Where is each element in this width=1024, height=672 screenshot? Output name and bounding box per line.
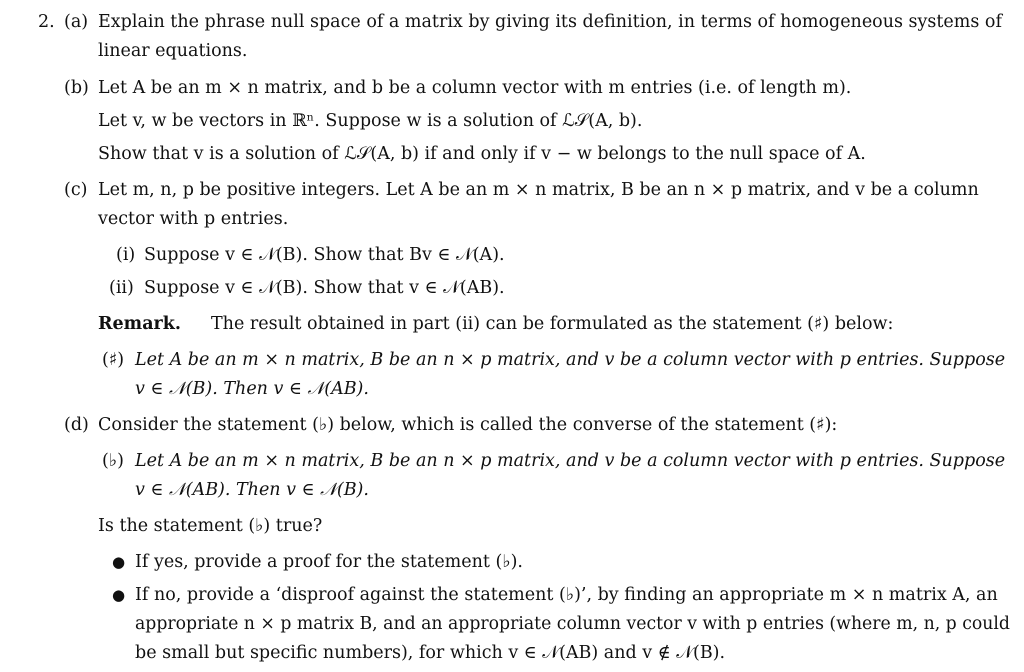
part-b-line-3: Show that v is a solution of ℒ𝒮(A, b) if and only if v − w belongs to the null space of A.: [98, 144, 866, 164]
part-b-line-1: Let A be an m × n matrix, and b be a column vector with m entries (i.e. of length m).: [98, 78, 852, 98]
bullet-2-line-2: appropriate n × p matrix B, and an appropriate column vector v with p entries (where m, n, p could: [135, 614, 1010, 634]
part-a-line-1: Explain the phrase null space of a matrix by giving its definition, in terms of homogeneous systems of: [98, 12, 1002, 32]
part-c-ii-text: Suppose v ∈ 𝒩(B). Show that v ∈ 𝒩(AB).: [144, 278, 505, 298]
part-c-i-label: (i): [116, 245, 136, 265]
part-b-line-2: Let v, w be vectors in ℝⁿ. Suppose w is a solution of ℒ𝒮(A, b).: [98, 111, 643, 131]
part-a-label: (a): [64, 12, 89, 32]
part-c-label: (c): [64, 180, 88, 200]
remark-label: Remark.: [98, 314, 181, 334]
flat-line-1: Let A be an m × n matrix, B be an n × p matrix, and v be a column vector with p entries. Suppose: [135, 451, 1006, 471]
part-d-question: Is the statement (♭) true?: [98, 516, 323, 536]
part-c-line-1: Let m, n, p be positive integers. Let A be an m × n matrix, B be an n × p matrix, and v be a column: [98, 180, 979, 200]
remark-text: The result obtained in part (ii) can be formulated as the statement (♯) below:: [211, 314, 894, 334]
bullet-icon: ●: [112, 586, 126, 604]
part-d-line-1: Consider the statement (♭) below, which is called the converse of the statement (♯):: [98, 415, 838, 435]
sharp-line-2: v ∈ 𝒩(B). Then v ∈ 𝒩(AB).: [135, 379, 369, 399]
part-c-i-text: Suppose v ∈ 𝒩(B). Show that Bv ∈ 𝒩(A).: [144, 245, 505, 265]
part-c-ii-label: (ii): [109, 278, 134, 298]
part-c-line-2: vector with p entries.: [98, 209, 289, 229]
flat-line-2: v ∈ 𝒩(AB). Then v ∈ 𝒩(B).: [135, 480, 369, 500]
part-d-label: (d): [64, 415, 89, 435]
sharp-line-1: Let A be an m × n matrix, B be an n × p matrix, and v be a column vector with p entries. Suppose: [135, 350, 1006, 370]
bullet-icon: ●: [112, 553, 126, 571]
part-a-line-2: linear equations.: [98, 41, 248, 61]
bullet-1-text: If yes, provide a proof for the statement (♭).: [135, 552, 523, 572]
bullet-2-line-3: be small but specific numbers), for which v ∈ 𝒩(AB) and v ∉ 𝒩(B).: [135, 643, 726, 663]
question-number: 2.: [38, 12, 55, 32]
sharp-label: (♯): [102, 350, 125, 370]
flat-label: (♭): [102, 451, 124, 471]
part-b-label: (b): [64, 78, 89, 98]
bullet-2-line-1: If no, provide a ‘disproof against the statement (♭)’, by finding an appropriate m × n matrix A, an: [135, 585, 998, 605]
